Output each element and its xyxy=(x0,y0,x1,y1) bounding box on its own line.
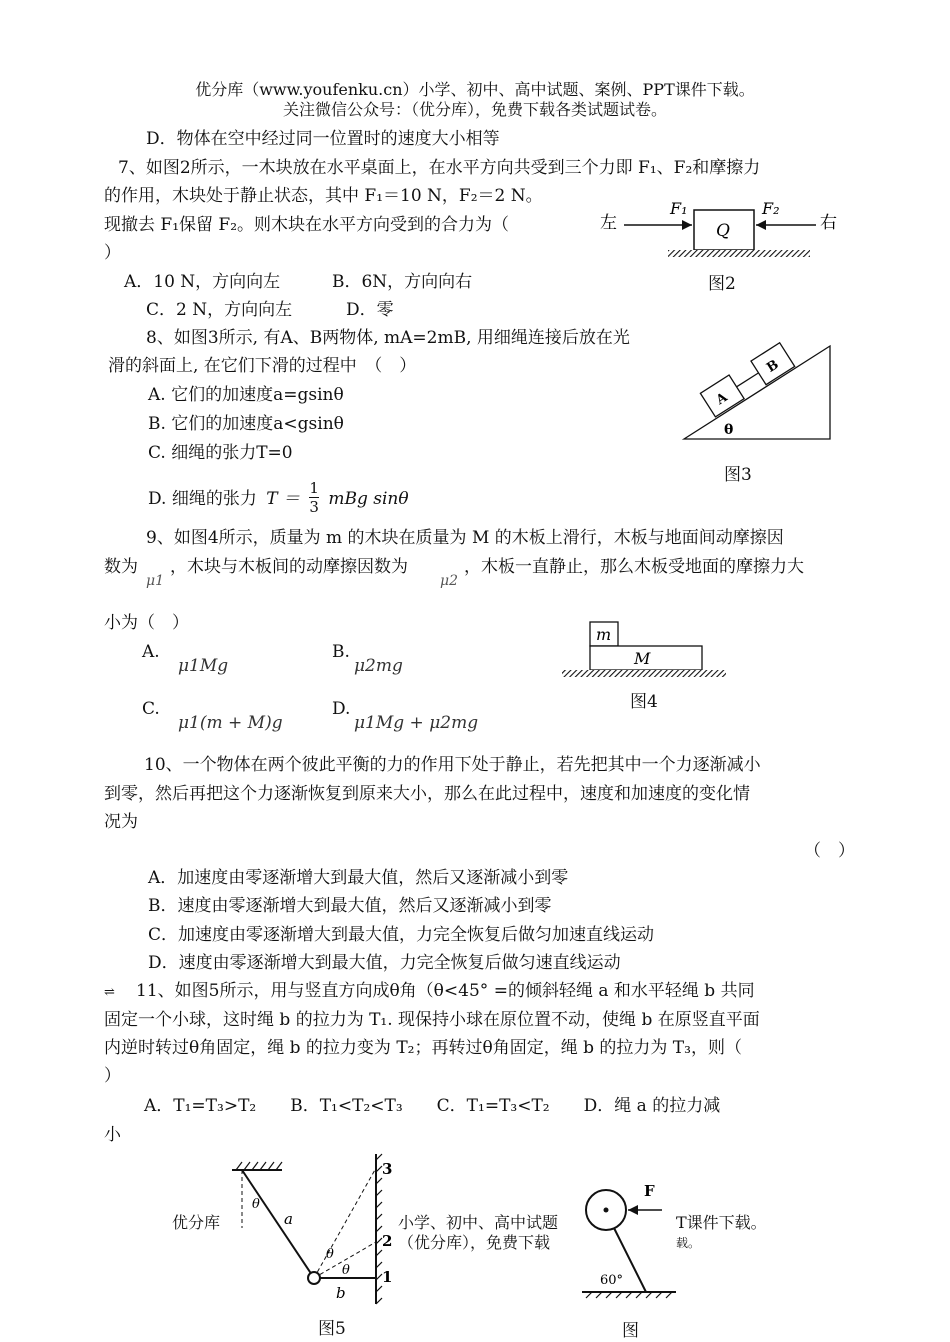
q8-option-d-prefix: D. 细绳的张力 xyxy=(148,489,257,509)
q9-option-c: μ1(m + M)g xyxy=(178,713,283,733)
fig5-theta-top: θ xyxy=(252,1197,260,1212)
q9-option-b: μ2mg xyxy=(354,656,403,676)
footer-left: 优分库 xyxy=(172,1213,221,1232)
q11-line-1: 11、如图5所示，用与竖直方向成θ角（θ<45° =的倾斜轻绳 a 和水平轻绳 b 共同 xyxy=(136,981,755,1001)
q9-line-1: 9、如图4所示，质量为 m 的木块在质量为 M 的木板上滑行，木板与地面间动摩擦因 xyxy=(146,528,784,548)
fig5-mark-3: 3 xyxy=(382,1160,393,1178)
fig5-rope-a xyxy=(242,1170,314,1278)
fig5-label-b: b xyxy=(336,1284,346,1302)
footer-right-2: 载。 xyxy=(676,1236,701,1250)
q8-option-a: A. 它们的加速度a=gsinθ xyxy=(148,385,344,405)
q9-line-2c: ，木板一直静止，那么木板受地面的摩擦力大 xyxy=(464,557,804,577)
fig5-ceiling-hatch xyxy=(236,1162,282,1170)
q7-line-2: 的作用，木块处于静止状态，其中 F₁＝10 N，F₂＝2 N。 xyxy=(104,186,543,206)
q9-line-2b: ，木块与木板间的动摩擦因数为 xyxy=(170,557,408,577)
fig3-label-b: B xyxy=(764,357,782,376)
figure-4 xyxy=(560,618,730,680)
q7-option-b: B．6N，方向向右 xyxy=(332,272,473,292)
fig5-ball xyxy=(308,1272,320,1284)
q10-paren: （ ） xyxy=(804,841,855,861)
q8-fraction-num: 1 xyxy=(309,479,319,497)
q7-option-c: C．2 N，方向向左 xyxy=(146,300,293,320)
fig6-angle-label: 60° xyxy=(600,1273,624,1288)
q8-option-c: C. 细绳的张力T=0 xyxy=(148,443,293,463)
q9-mu2: μ2 xyxy=(440,573,459,589)
fig4-board-label: M xyxy=(634,649,651,668)
fig5-theta-2: θ xyxy=(342,1263,350,1278)
fig2-f2-arrowhead xyxy=(756,220,766,230)
fig5-theta-1: θ xyxy=(326,1247,334,1262)
q9-option-c-label: C. xyxy=(142,699,160,719)
q11-options-cont: 小 xyxy=(104,1125,121,1145)
q10-option-a: A．加速度由零逐渐增大到最大值，然后又逐渐减小到零 xyxy=(148,868,569,888)
footer-mid-2: （优分库），免费下载 xyxy=(398,1233,551,1252)
q7-line-3: 现撤去 F₁保留 F₂。则木块在水平方向受到的合力为（ xyxy=(104,215,510,235)
fig5-mark-2: 2 xyxy=(382,1232,393,1250)
q9-line-2a: 数为 xyxy=(104,557,138,577)
fig5-caption: 图5 xyxy=(318,1319,346,1339)
fig6-force-arrowhead xyxy=(628,1205,638,1215)
fig2-f2-label: F₂ xyxy=(762,199,780,218)
q8-option-d-lhs: T ＝ xyxy=(266,489,300,509)
q10-line-2: 到零，然后再把这个力逐渐恢复到原来大小，那么在此过程中，速度和加速度的变化情 xyxy=(104,784,750,804)
fig3-theta: θ xyxy=(724,422,734,438)
fig2-caption: 图2 xyxy=(708,274,736,294)
q8-option-d-rhs: mBg sinθ xyxy=(328,489,409,509)
q9-line-3: 小为（ ） xyxy=(104,613,189,633)
q7-line-4: ） xyxy=(104,243,121,263)
figure-3 xyxy=(680,340,840,445)
figure-2 xyxy=(596,192,846,272)
q11-line-4: ） xyxy=(104,1066,121,1086)
q9-option-a-label: A. xyxy=(142,642,160,662)
fig3-caption: 图3 xyxy=(724,465,752,485)
q8-line-2: 滑的斜面上, 在它们下滑的过程中 （ ） xyxy=(108,356,417,376)
fig2-f1-arrowhead xyxy=(682,220,692,230)
q7-option-a: A．10 N，方向向左 xyxy=(124,272,281,292)
q10-line-1: 10、一个物体在两个彼此平衡的力的作用下处于静止，若先把其中一个力逐渐减小 xyxy=(144,755,761,775)
q8-line-1: 8、如图3所示, 有A、B两物体, mA=2mB, 用细绳连接后放在光 xyxy=(146,328,630,348)
q7-option-d: D．零 xyxy=(346,300,394,320)
q8-option-d xyxy=(148,481,409,518)
fig6-ball-center xyxy=(604,1208,609,1213)
footer-right-1: T课件下载。 xyxy=(676,1213,767,1232)
fig6-force-label: F xyxy=(644,1182,655,1200)
fig4-caption: 图4 xyxy=(630,692,658,712)
q6-option-d: D．物体在空中经过同一位置时的速度大小相等 xyxy=(146,129,500,149)
figure-5 xyxy=(222,1148,402,1310)
fig5-mark-1: 1 xyxy=(382,1268,393,1286)
header-line-1: 优分库（www.youfenku.cn）小学、初中、高中试题、案例、PPT课件下载。 xyxy=(195,80,755,99)
header-line-2: 关注微信公众号：（优分库），免费下载各类试题试卷。 xyxy=(282,100,667,119)
figure-6 xyxy=(576,1180,684,1302)
fig2-block-label: Q xyxy=(716,221,730,241)
fig3-rope xyxy=(737,373,759,387)
q11-options: A．T₁=T₃>T₂ B．T₁<T₂<T₃ C．T₁=T₃<T₂ D．绳 a 的拉力减 xyxy=(144,1096,721,1116)
fig6-caption: 图 xyxy=(622,1321,639,1341)
q10-option-d: D．速度由零逐渐增大到最大值，力完全恢复后做匀速直线运动 xyxy=(148,953,621,973)
q10-option-c: C．加速度由零逐渐增大到最大值，力完全恢复后做匀加速直线运动 xyxy=(148,925,655,945)
q8-option-b: B. 它们的加速度a<gsinθ xyxy=(148,414,344,434)
q8-fraction-den: 3 xyxy=(309,498,319,516)
q10-line-3: 况为 xyxy=(104,812,138,832)
fig2-right-label: 右 xyxy=(820,213,837,233)
q9-mu1: μ1 xyxy=(146,573,165,589)
q11-mark: ⇌ xyxy=(104,985,115,1000)
fig5-label-a: a xyxy=(284,1210,293,1228)
q9-option-d: μ1Mg + μ2mg xyxy=(354,713,479,733)
fig4-small-label: m xyxy=(596,625,612,644)
q10-option-b: B．速度由零逐渐增大到最大值，然后又逐渐减小到零 xyxy=(148,896,552,916)
q9-option-a: μ1Mg xyxy=(178,656,229,676)
q11-line-3: 内逆时转过θ角固定，绳 b 的拉力变为 T₂；再转过θ角固定，绳 b 的拉力为 T₃，则（ xyxy=(104,1038,742,1058)
fig2-left-label: 左 xyxy=(600,213,617,233)
fig2-ground xyxy=(668,250,810,257)
fig5-rope-pos3 xyxy=(314,1168,376,1278)
q7-line-1: 7、如图2所示，一木块放在水平桌面上，在水平方向共受到三个力即 F₁、F₂和摩擦力 xyxy=(118,158,761,178)
q8-fraction xyxy=(309,479,319,516)
fig2-f1-label: F₁ xyxy=(670,199,688,218)
fig4-ground xyxy=(562,670,726,677)
footer-mid-1: 小学、初中、高中试题 xyxy=(398,1213,559,1232)
q9-option-d-label: D. xyxy=(332,699,351,719)
q11-line-2: 固定一个小球，这时绳 b 的拉力为 T₁. 现保持小球在原位置不动，使绳 b 在原竖直平面 xyxy=(104,1010,760,1030)
q9-option-b-label: B. xyxy=(332,642,350,662)
fig3-label-a: A xyxy=(713,390,731,409)
